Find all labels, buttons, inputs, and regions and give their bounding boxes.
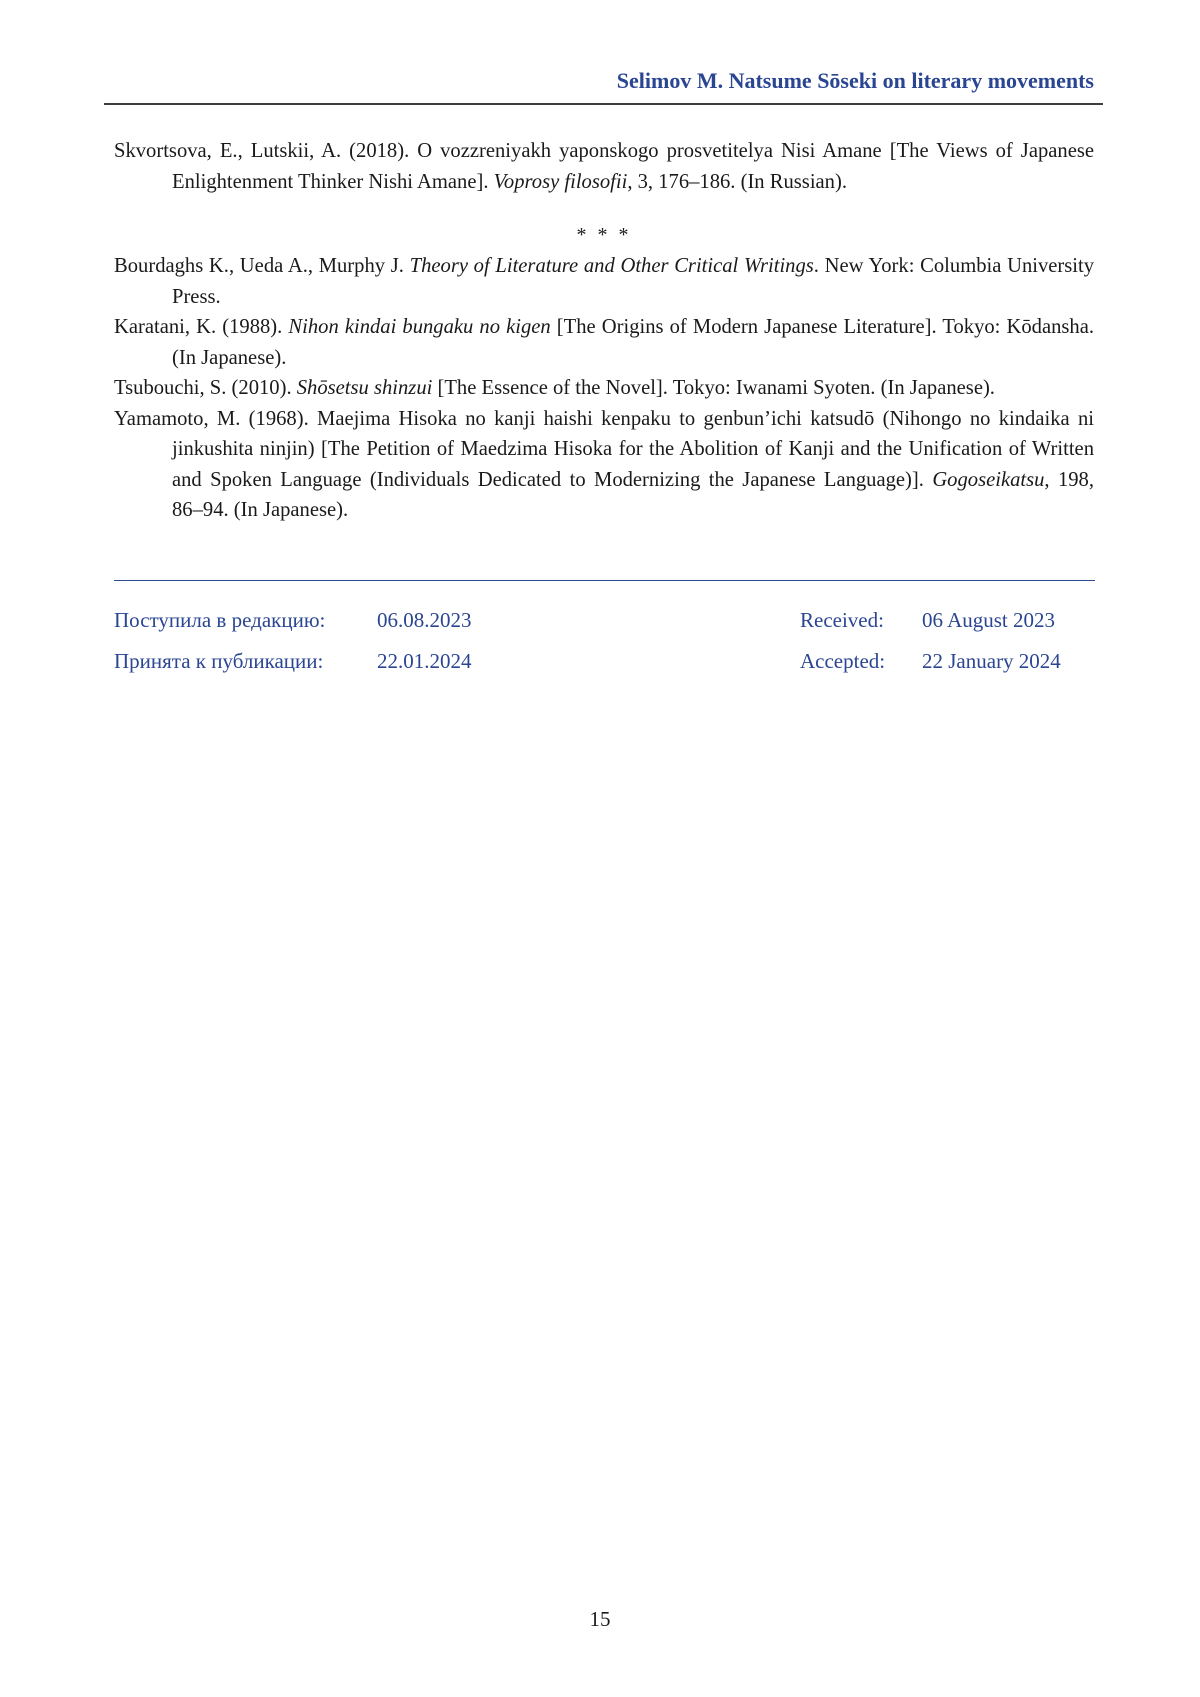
accepted-en-value: 22 January 2024 xyxy=(922,649,1061,673)
received-ru-value: 06.08.2023 xyxy=(377,608,472,632)
reference-text: Skvortsova, E., Lutskii, A. (2018). O vozzreniyakh yaponskogo prosvetitelya Nisi Amane [The Views of Japanese Enlightenment Thinker Nishi Amane]. xyxy=(114,140,1094,193)
reference-bourdaghs xyxy=(114,251,1094,312)
reference-journal-title: Voprosy filosofii xyxy=(493,170,628,193)
submission-dates xyxy=(114,600,1095,682)
reference-text: , 3, 176–186. (In Russian). xyxy=(627,170,847,193)
dates-divider xyxy=(114,580,1095,581)
reference-text: . New York: Columbia University Press. xyxy=(172,255,1095,308)
received-en-value: 06 August 2023 xyxy=(922,608,1056,632)
received-en-label: Received: xyxy=(800,608,884,632)
reference-skvortsova xyxy=(114,136,1094,197)
reference-text: Bourdaghs K., Ueda A., Murphy J. xyxy=(114,255,410,277)
reference-journal-title: Gogoseikatsu xyxy=(932,468,1045,491)
reference-text: [The Origins of Modern Japanese Literature]. Tokyo: Kōdansha. (In Japanese). xyxy=(172,316,1095,369)
page-number: 15 xyxy=(589,1607,611,1631)
accepted-row xyxy=(114,641,1095,682)
accepted-ru-value: 22.01.2024 xyxy=(377,649,472,673)
reference-text: Karatani, K. (1988). xyxy=(114,316,289,338)
accepted-ru-label: Принята к публикации: xyxy=(114,649,324,673)
reference-book-title: Theory of Literature and Other Critical Writings xyxy=(409,255,814,277)
reference-book-title: Nihon kindai bungaku no kigen xyxy=(288,316,551,338)
reference-yamamoto xyxy=(114,404,1094,526)
reference-karatani xyxy=(114,312,1094,373)
running-title: Selimov M. Natsume Sōseki on literary movements xyxy=(616,68,1094,93)
reference-list xyxy=(114,136,1094,526)
header-divider xyxy=(104,103,1103,105)
received-row xyxy=(114,600,1095,641)
reference-text: Yamamoto, M. (1968). Maejima Hisoka no kanji haishi kenpaku to genbun’ichi katsudō (Nihongo no kindaika ni jinkushita ninjin) [The Petition of Maedzima Hisoka for the Abolition of Kanji and the Unification of Written and Spoken Language (Individuals Dedicated to Modernizing the Japanese Language)]. xyxy=(114,407,1094,491)
reference-book-title: Shōsetsu shinzui xyxy=(296,377,433,399)
accepted-en-label: Accepted: xyxy=(800,649,886,673)
received-ru-label: Поступила в редакцию: xyxy=(114,608,326,632)
reference-text: Tsubouchi, S. (2010). xyxy=(114,377,297,399)
reference-tsubouchi xyxy=(114,373,1094,404)
section-separator: * * * xyxy=(576,224,632,246)
reference-text: , 198, 86–94. (In Japanese). xyxy=(172,468,1094,521)
reference-text: [The Essence of the Novel]. Tokyo: Iwanami Syoten. (In Japanese). xyxy=(432,377,995,399)
